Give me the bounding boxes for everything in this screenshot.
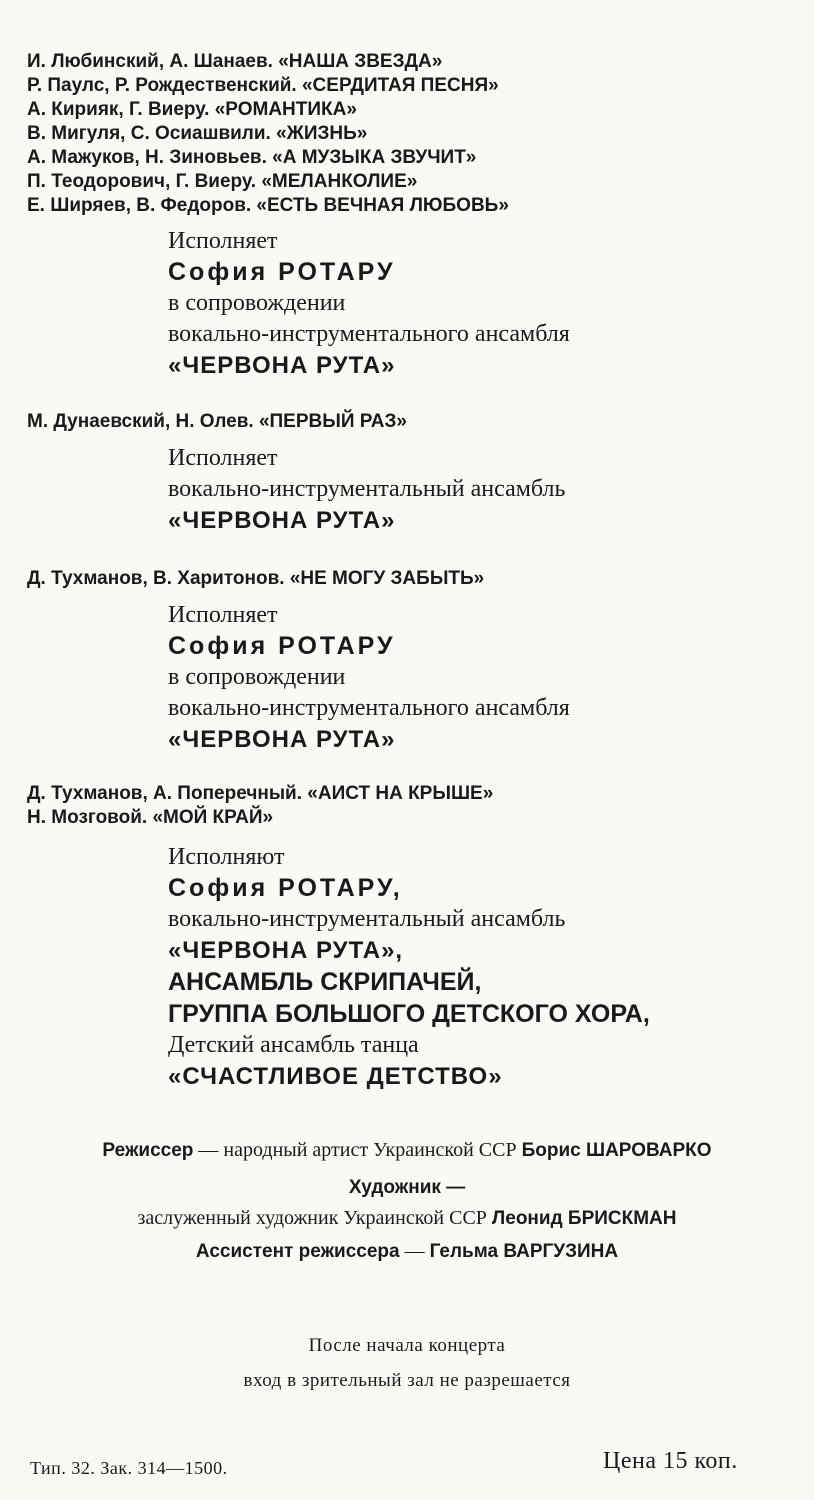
artist-role-line [0, 1172, 814, 1203]
ensemble-name: «ЧЕРВОНА РУТА» [168, 726, 396, 753]
director-role: Режиссер [102, 1140, 194, 1161]
ensemble-name: «ЧЕРВОНА РУТА», [168, 937, 404, 964]
accompaniment-label: в сопровождении [168, 290, 346, 316]
song-list-2 [27, 410, 407, 434]
song-list-3 [27, 567, 484, 591]
assistant-role: Ассистент режиссера [195, 1241, 400, 1262]
performer-block-3 [168, 600, 570, 755]
performer-block-1 [168, 226, 570, 381]
entry-notice [0, 1328, 814, 1398]
song-line: И. Любинский, А. Шанаев. «НАША ЗВЕЗДА» [27, 51, 443, 72]
ensemble-name: «ЧЕРВОНА РУТА» [168, 352, 396, 379]
singer-name: София РОТАРУ [168, 632, 396, 660]
song-list-4 [27, 782, 493, 830]
singer-name: София РОТАРУ, [168, 874, 403, 902]
artist-name: Леонид БРИСКМАН [491, 1208, 677, 1229]
choir-group: ГРУППА БОЛЬШОГО ДЕТСКОГО ХОРА, [168, 1000, 650, 1028]
performer-block-2 [168, 443, 565, 536]
song-line: Р. Паулс, Р. Рождественский. «СЕРДИТАЯ ПЕСНЯ» [27, 75, 499, 96]
song-line: Д. Тухманов, В. Харитонов. «НЕ МОГУ ЗАБЫТЬ» [27, 568, 485, 589]
ticket-price: Цена 15 коп. [603, 1448, 738, 1474]
notice-line-1: После начала концерта [308, 1335, 506, 1356]
ensemble-type: вокально-инструментальный ансамбль [168, 476, 566, 502]
director-credit [0, 1135, 814, 1166]
song-line: Д. Тухманов, А. Поперечный. «АИСТ НА КРЫШЕ» [27, 783, 494, 804]
director-title: — народный артист Украинской ССР [198, 1139, 517, 1161]
assistant-credit [0, 1236, 814, 1267]
performer-label: Исполняет [168, 228, 278, 254]
ensemble-type: вокально-инструментального ансамбля [168, 695, 570, 721]
director-name: Борис ШАРОВАРКО [521, 1140, 712, 1161]
song-line: Е. Ширяев, В. Федоров. «ЕСТЬ ВЕЧНАЯ ЛЮБОВЬ» [27, 195, 509, 216]
violin-ensemble: АНСАМБЛЬ СКРИПАЧЕЙ, [168, 968, 482, 996]
song-line: А. Мажуков, Н. Зиновьев. «А МУЗЫКА ЗВУЧИТ» [27, 147, 477, 168]
artist-credit [0, 1203, 814, 1234]
performer-label: Исполняют [168, 844, 285, 870]
dance-ensemble-name: «СЧАСТЛИВОЕ ДЕТСТВО» [168, 1063, 503, 1090]
song-line: Н. Мозговой. «МОЙ КРАЙ» [27, 807, 274, 828]
performer-block-4 [168, 842, 650, 1092]
ensemble-name: «ЧЕРВОНА РУТА» [168, 507, 396, 534]
song-line: В. Мигуля, С. Осиашвили. «ЖИЗНЬ» [27, 123, 368, 144]
song-line: П. Теодорович, Г. Виеру. «МЕЛАНКОЛИЕ» [27, 171, 418, 192]
singer-name: София РОТАРУ [168, 258, 396, 286]
performer-label: Исполняет [168, 602, 278, 628]
assistant-name: Гельма ВАРГУЗИНА [429, 1241, 619, 1262]
ensemble-type: вокально-инструментального ансамбля [168, 321, 570, 347]
credits-block [0, 1135, 814, 1267]
ensemble-type: вокально-инструментальный ансамбль [168, 906, 566, 932]
song-line: М. Дунаевский, Н. Олев. «ПЕРВЫЙ РАЗ» [27, 411, 407, 432]
print-info: Тип. 32. Зак. 314—1500. [30, 1458, 228, 1478]
assistant-dash: — [404, 1240, 425, 1262]
song-line: А. Кирияк, Г. Виеру. «РОМАНТИКА» [27, 99, 357, 120]
artist-role: Художник — [348, 1177, 466, 1198]
notice-line-2: вход в зрительный зал не разрешается [243, 1370, 571, 1391]
dance-ensemble-type: Детский ансамбль танца [168, 1032, 419, 1058]
song-list-1 [27, 50, 509, 218]
performer-label: Исполняет [168, 445, 278, 471]
accompaniment-label: в сопровождении [168, 664, 346, 690]
artist-title: заслуженный художник Украинской ССР [137, 1207, 487, 1229]
